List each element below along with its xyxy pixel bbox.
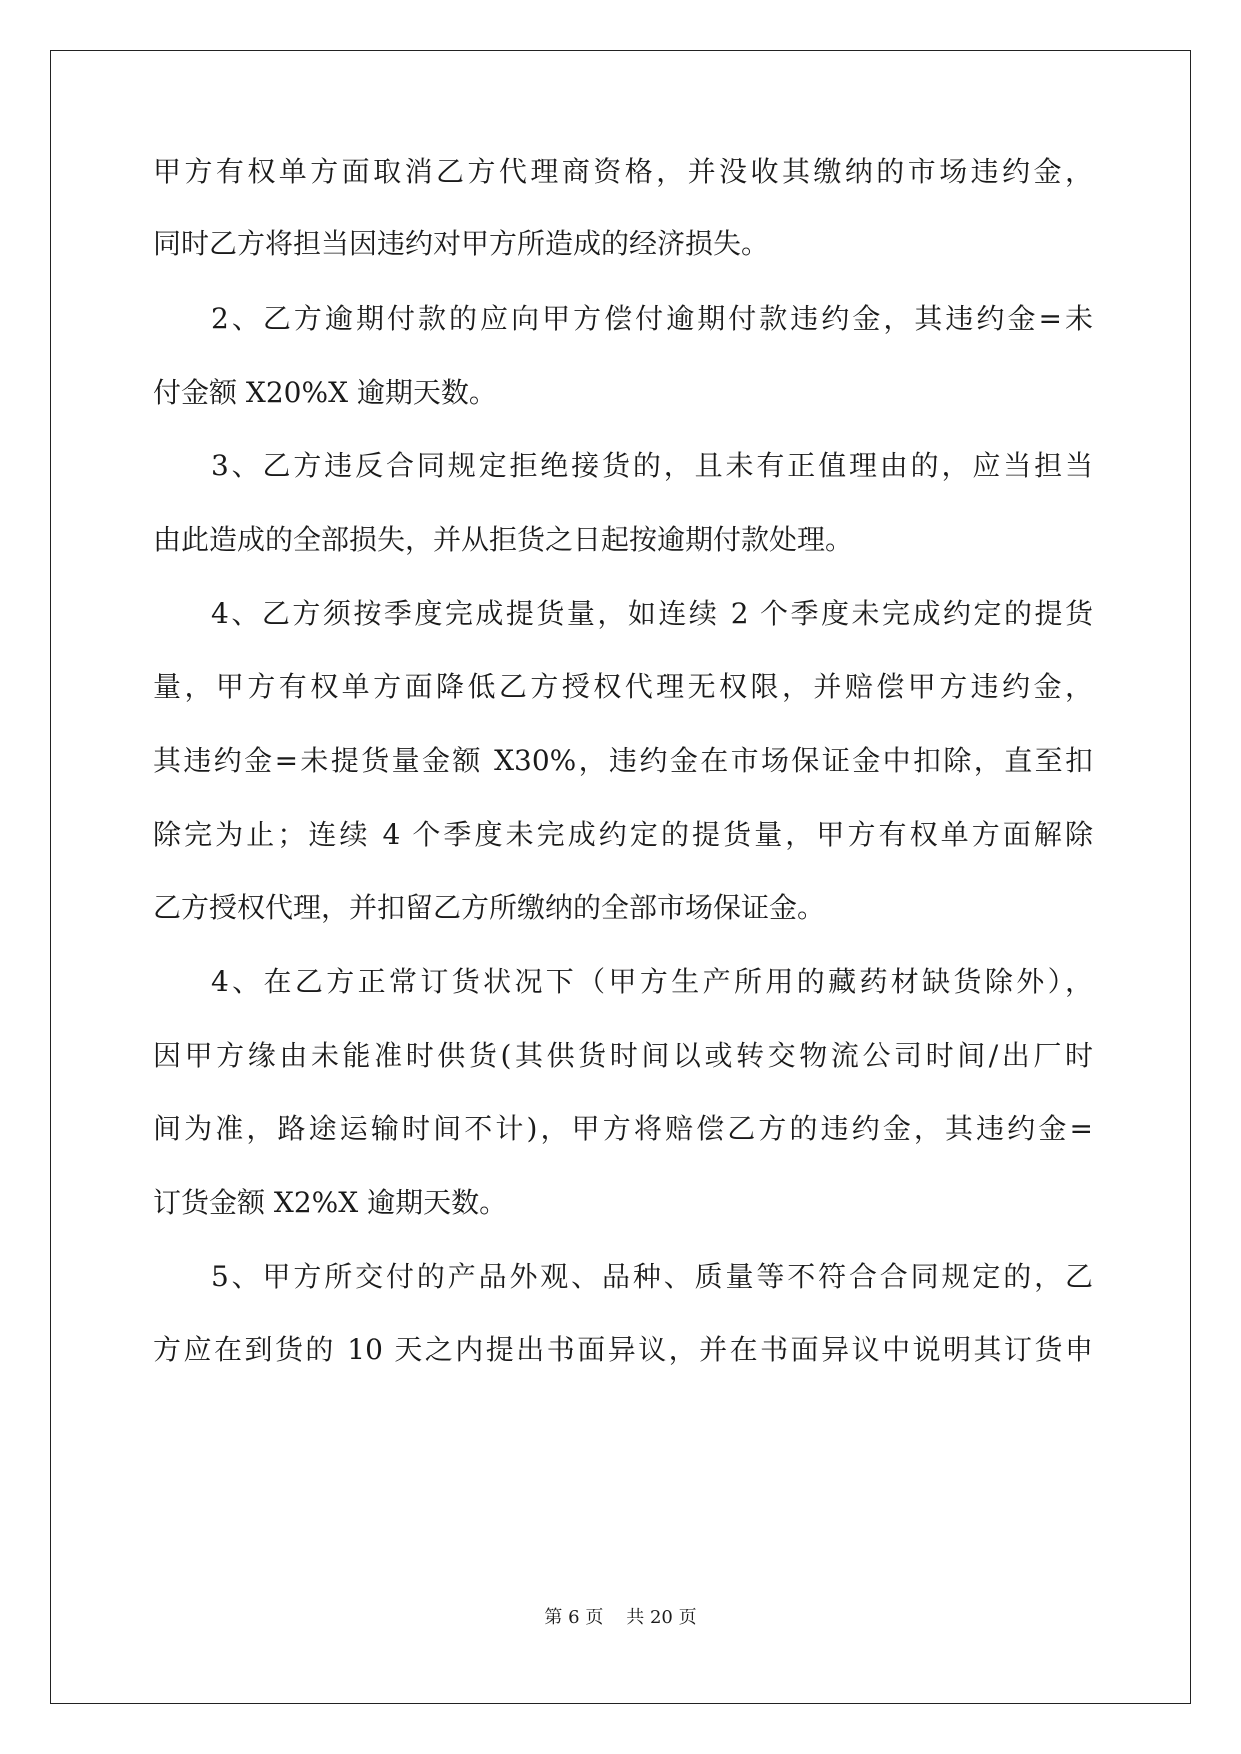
- text-line: 由此造成的全部损失，并从拒货之日起按逾期付款处理。: [153, 523, 854, 556]
- text-line: 除完为止；连续 4 个季度未完成约定的提货量，甲方有权单方面解除: [153, 818, 1093, 851]
- text-line: 乙方授权代理，并扣留乙方所缴纳的全部市场保证金。: [153, 891, 826, 924]
- text-line: 间为准，路途运输时间不计)，甲方将赔偿乙方的违约金，其违约金=: [153, 1112, 1093, 1145]
- text-line: 付金额 X20%X 逾期天数。: [153, 376, 497, 409]
- text-line: 3、乙方违反合同规定拒绝接货的，且未有正值理由的，应当担当: [211, 449, 1093, 482]
- page-number: 第 6 页: [544, 1607, 604, 1628]
- page-footer: [0, 1603, 1241, 1629]
- text-line: 其违约金=未提货量金额 X30%，违约金在市场保证金中扣除，直至扣: [153, 744, 1093, 777]
- text-line: 方应在到货的 10 天之内提出书面异议，并在书面异议中说明其订货申: [153, 1333, 1093, 1366]
- text-line: 2、乙方逾期付款的应向甲方偿付逾期付款违约金，其违约金=未: [211, 302, 1093, 335]
- text-line: 量，甲方有权单方面降低乙方授权代理无权限，并赔偿甲方违约金，: [153, 670, 1093, 703]
- text-line: 甲方有权单方面取消乙方代理商资格，并没收其缴纳的市场违约金，: [153, 155, 1093, 188]
- page-total: 共 20 页: [626, 1607, 697, 1628]
- text-line: 同时乙方将担当因违约对甲方所造成的经济损失。: [153, 227, 770, 260]
- text-line: 订货金额 X2%X 逾期天数。: [153, 1186, 508, 1219]
- text-line: 5、甲方所交付的产品外观、品种、质量等不符合合同规定的，乙: [211, 1260, 1093, 1293]
- text-line: 4、在乙方正常订货状况下（甲方生产所用的藏药材缺货除外），: [211, 965, 1093, 998]
- text-line: 4、乙方须按季度完成提货量，如连续 2 个季度未完成约定的提货: [211, 597, 1093, 630]
- text-line: 因甲方缘由未能准时供货(其供货时间以或转交物流公司时间/出厂时: [153, 1039, 1093, 1072]
